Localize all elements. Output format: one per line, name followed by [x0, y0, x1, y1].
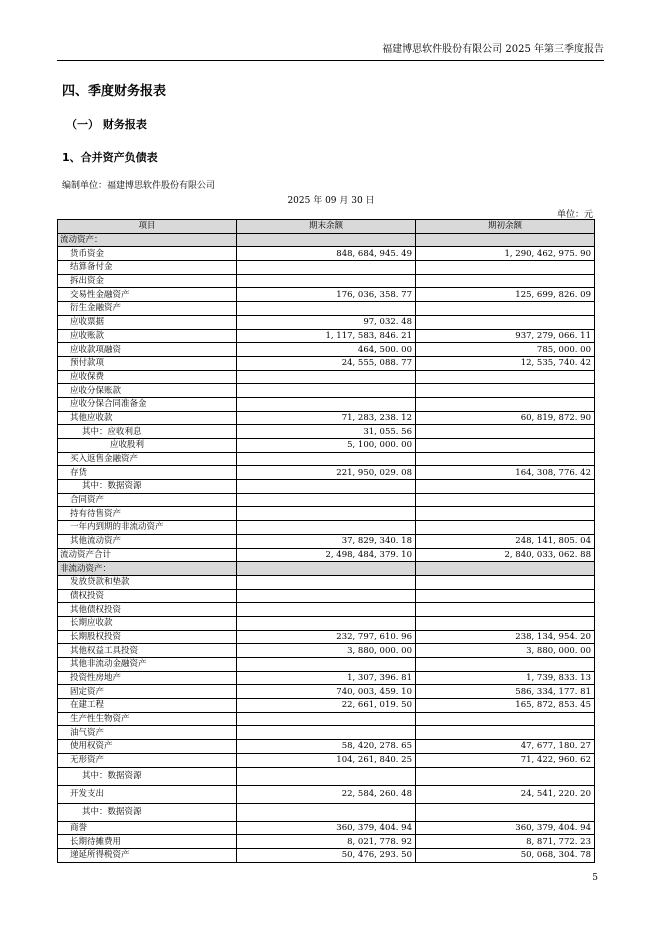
table-row — [58, 712, 595, 726]
row-label: 投资性房地产 — [58, 671, 237, 685]
table-row — [58, 548, 595, 562]
row-label: 其中：数据资源 — [58, 803, 237, 821]
table-row — [58, 343, 595, 357]
begin-balance-cell — [416, 562, 595, 576]
table-body — [58, 233, 595, 862]
row-label: 一年内到期的非流动资产 — [58, 521, 237, 535]
table-row — [58, 644, 595, 658]
begin-balance-cell — [416, 803, 595, 821]
end-balance-cell — [237, 521, 416, 535]
row-label: 其他流动资产 — [58, 534, 237, 548]
table-row — [58, 315, 595, 329]
table-row — [58, 261, 595, 275]
table-row — [58, 480, 595, 494]
row-label: 预付款项 — [58, 356, 237, 370]
end-balance-cell: 71, 283, 238. 12 — [237, 411, 416, 425]
begin-balance-cell: 8, 871, 772. 23 — [416, 835, 595, 849]
table-row — [58, 803, 595, 821]
begin-balance-cell — [416, 603, 595, 617]
begin-balance-cell: 248, 141, 805. 04 — [416, 534, 595, 548]
row-label: 买入返售金融资产 — [58, 452, 237, 466]
begin-balance-cell: 1, 290, 462, 975. 90 — [416, 247, 595, 261]
begin-balance-cell — [416, 261, 595, 275]
row-label: 应收款项融资 — [58, 343, 237, 357]
begin-balance-cell — [416, 507, 595, 521]
table-row — [58, 439, 595, 453]
page-header: 福建博思软件股份有限公司 2025 年第三季度报告 — [57, 40, 604, 61]
table-row — [58, 397, 595, 411]
row-label: 衍生金融资产 — [58, 302, 237, 316]
end-balance-cell — [237, 370, 416, 384]
row-label: 应收账款 — [58, 329, 237, 343]
begin-balance-cell — [416, 439, 595, 453]
end-balance-cell — [237, 803, 416, 821]
end-balance-cell: 1, 307, 396. 81 — [237, 671, 416, 685]
begin-balance-cell: 50, 068, 304. 78 — [416, 848, 595, 862]
begin-balance-cell: 586, 334, 177. 81 — [416, 685, 595, 699]
end-balance-cell: 97, 032. 48 — [237, 315, 416, 329]
end-balance-cell: 2, 498, 484, 379. 10 — [237, 548, 416, 562]
end-balance-cell — [237, 233, 416, 247]
table-row — [58, 671, 595, 685]
end-balance-cell: 232, 797, 610. 96 — [237, 630, 416, 644]
row-label: 拆出资金 — [58, 274, 237, 288]
end-balance-cell — [237, 493, 416, 507]
begin-balance-cell: 360, 379, 404. 94 — [416, 821, 595, 835]
row-label: 应收分保账款 — [58, 384, 237, 398]
end-balance-cell — [237, 397, 416, 411]
table-row — [58, 370, 595, 384]
begin-balance-cell — [416, 452, 595, 466]
end-balance-cell: 58, 420, 278. 65 — [237, 740, 416, 754]
table-row — [58, 521, 595, 535]
end-balance-cell: 176, 036, 358. 77 — [237, 288, 416, 302]
table-row — [58, 726, 595, 740]
begin-balance-cell: 937, 279, 066. 11 — [416, 329, 595, 343]
table-row — [58, 785, 595, 803]
row-label: 其中：数据资源 — [58, 767, 237, 785]
end-balance-cell: 1, 117, 583, 846. 21 — [237, 329, 416, 343]
end-balance-cell: 848, 684, 945. 49 — [237, 247, 416, 261]
row-label: 应收股利 — [58, 439, 237, 453]
table-row — [58, 685, 595, 699]
row-label: 结算备付金 — [58, 261, 237, 275]
row-label: 递延所得税资产 — [58, 848, 237, 862]
row-label: 生产性生物资产 — [58, 712, 237, 726]
page-number: 5 — [592, 873, 598, 883]
table-row — [58, 247, 595, 261]
end-balance-cell: 740, 003, 459. 10 — [237, 685, 416, 699]
table-row — [58, 699, 595, 713]
begin-balance-cell: 60, 819, 872. 90 — [416, 411, 595, 425]
begin-balance-cell — [416, 726, 595, 740]
table-row — [58, 753, 595, 767]
preparer-org: 编制单位：福建博思软件股份有限公司 — [62, 181, 216, 191]
begin-balance-cell — [416, 233, 595, 247]
end-balance-cell — [237, 302, 416, 316]
row-label: 流动资产合计 — [58, 548, 237, 562]
table-row — [58, 466, 595, 480]
begin-balance-cell: 1, 739, 833. 13 — [416, 671, 595, 685]
row-label: 交易性金融资产 — [58, 288, 237, 302]
row-label: 其他应收款 — [58, 411, 237, 425]
end-balance-cell: 24, 555, 088. 77 — [237, 356, 416, 370]
row-label: 开发支出 — [58, 785, 237, 803]
table-row — [58, 329, 595, 343]
row-label: 其他非流动金融资产 — [58, 658, 237, 672]
end-balance-cell: 22, 661, 019. 50 — [237, 699, 416, 713]
row-label: 固定资产 — [58, 685, 237, 699]
report-date: 2025 年 09 月 30 日 — [287, 196, 375, 206]
subsection-heading: （一） 财务报表 — [66, 118, 147, 131]
table-row — [58, 534, 595, 548]
table-row — [58, 616, 595, 630]
row-label: 应收保费 — [58, 370, 237, 384]
row-label: 货币资金 — [58, 247, 237, 261]
table-row — [58, 425, 595, 439]
table-row — [58, 562, 595, 576]
end-balance-cell: 50, 476, 293. 50 — [237, 848, 416, 862]
begin-balance-cell — [416, 315, 595, 329]
row-label: 其中：数据资源 — [58, 480, 237, 494]
header-end-balance: 期末余额 — [237, 220, 416, 234]
end-balance-cell — [237, 562, 416, 576]
begin-balance-cell: 3, 880, 000. 00 — [416, 644, 595, 658]
row-label: 应收票据 — [58, 315, 237, 329]
end-balance-cell: 37, 829, 340. 18 — [237, 534, 416, 548]
row-label: 流动资产： — [58, 233, 237, 247]
table-header-row — [58, 220, 595, 234]
row-label: 使用权资产 — [58, 740, 237, 754]
end-balance-cell — [237, 274, 416, 288]
end-balance-cell — [237, 712, 416, 726]
row-label: 合同资产 — [58, 493, 237, 507]
table-row — [58, 740, 595, 754]
end-balance-cell: 31, 055. 56 — [237, 425, 416, 439]
end-balance-cell: 3, 880, 000. 00 — [237, 644, 416, 658]
end-balance-cell — [237, 767, 416, 785]
row-label: 非流动资产： — [58, 562, 237, 576]
begin-balance-cell: 12, 535, 740. 42 — [416, 356, 595, 370]
row-label: 其他权益工具投资 — [58, 644, 237, 658]
begin-balance-cell: 165, 872, 853. 45 — [416, 699, 595, 713]
row-label: 在建工程 — [58, 699, 237, 713]
row-label: 长期应收款 — [58, 616, 237, 630]
begin-balance-cell: 71, 422, 960. 62 — [416, 753, 595, 767]
header-item: 项目 — [58, 220, 237, 234]
end-balance-cell — [237, 452, 416, 466]
begin-balance-cell — [416, 274, 595, 288]
table-row — [58, 835, 595, 849]
begin-balance-cell — [416, 589, 595, 603]
table-row — [58, 589, 595, 603]
end-balance-cell: 221, 950, 029. 08 — [237, 466, 416, 480]
begin-balance-cell — [416, 480, 595, 494]
table-row — [58, 658, 595, 672]
begin-balance-cell — [416, 397, 595, 411]
end-balance-cell — [237, 384, 416, 398]
begin-balance-cell: 125, 699, 826. 09 — [416, 288, 595, 302]
begin-balance-cell — [416, 712, 595, 726]
table-row — [58, 288, 595, 302]
end-balance-cell — [237, 589, 416, 603]
end-balance-cell — [237, 616, 416, 630]
table-row — [58, 452, 595, 466]
row-label: 持有待售资产 — [58, 507, 237, 521]
begin-balance-cell: 164, 308, 776. 42 — [416, 466, 595, 480]
row-label: 长期待摊费用 — [58, 835, 237, 849]
section-heading: 四、季度财务报表 — [62, 84, 167, 99]
begin-balance-cell — [416, 521, 595, 535]
row-label: 其中：应收利息 — [58, 425, 237, 439]
end-balance-cell: 22, 584, 260. 48 — [237, 785, 416, 803]
row-label: 债权投资 — [58, 589, 237, 603]
table-title: 1、合并资产负债表 — [62, 151, 158, 164]
begin-balance-cell — [416, 767, 595, 785]
row-label: 无形资产 — [58, 753, 237, 767]
table-row — [58, 411, 595, 425]
begin-balance-cell — [416, 493, 595, 507]
begin-balance-cell: 238, 134, 954. 20 — [416, 630, 595, 644]
table-row — [58, 274, 595, 288]
currency-unit: 单位：元 — [556, 210, 593, 220]
end-balance-cell — [237, 480, 416, 494]
begin-balance-cell — [416, 370, 595, 384]
begin-balance-cell — [416, 425, 595, 439]
end-balance-cell: 8, 021, 778. 92 — [237, 835, 416, 849]
row-label: 油气资产 — [58, 726, 237, 740]
end-balance-cell — [237, 726, 416, 740]
table-row — [58, 630, 595, 644]
table-row — [58, 575, 595, 589]
begin-balance-cell: 24, 541, 220. 20 — [416, 785, 595, 803]
table-row — [58, 356, 595, 370]
table-row — [58, 603, 595, 617]
table-row — [58, 384, 595, 398]
table-row — [58, 821, 595, 835]
table-row — [58, 848, 595, 862]
begin-balance-cell: 47, 677, 180. 27 — [416, 740, 595, 754]
row-label: 存货 — [58, 466, 237, 480]
begin-balance-cell — [416, 616, 595, 630]
end-balance-cell: 360, 379, 404. 94 — [237, 821, 416, 835]
end-balance-cell — [237, 658, 416, 672]
table-row — [58, 767, 595, 785]
end-balance-cell: 104, 261, 840. 25 — [237, 753, 416, 767]
row-label: 应收分保合同准备金 — [58, 397, 237, 411]
begin-balance-cell: 785, 000. 00 — [416, 343, 595, 357]
end-balance-cell — [237, 507, 416, 521]
row-label: 发放贷款和垫款 — [58, 575, 237, 589]
row-label: 商誉 — [58, 821, 237, 835]
begin-balance-cell — [416, 302, 595, 316]
table-row — [58, 302, 595, 316]
row-label: 长期股权投资 — [58, 630, 237, 644]
begin-balance-cell — [416, 575, 595, 589]
table-row — [58, 233, 595, 247]
begin-balance-cell — [416, 658, 595, 672]
end-balance-cell — [237, 603, 416, 617]
begin-balance-cell — [416, 384, 595, 398]
end-balance-cell: 5, 100, 000. 00 — [237, 439, 416, 453]
row-label: 其他债权投资 — [58, 603, 237, 617]
begin-balance-cell: 2, 840, 033, 062. 88 — [416, 548, 595, 562]
header-begin-balance: 期初余额 — [416, 220, 595, 234]
end-balance-cell: 464, 500. 00 — [237, 343, 416, 357]
table-row — [58, 507, 595, 521]
end-balance-cell — [237, 261, 416, 275]
balance-sheet-table — [57, 219, 595, 863]
table-row — [58, 493, 595, 507]
end-balance-cell — [237, 575, 416, 589]
